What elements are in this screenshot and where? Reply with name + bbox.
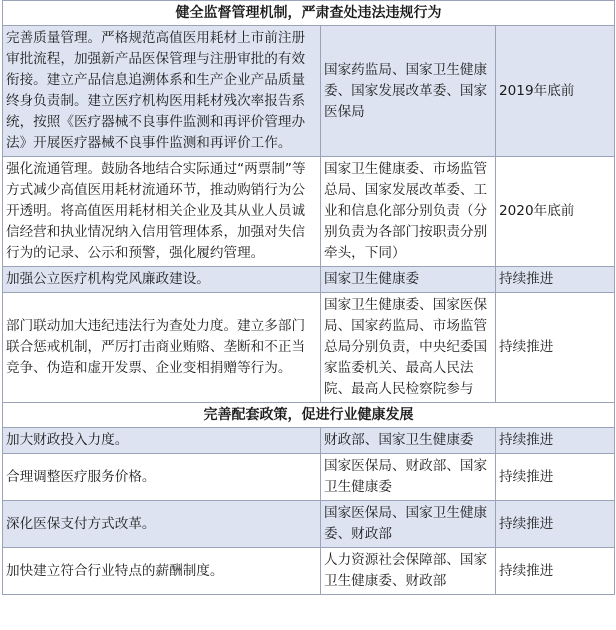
table-row: [3, 157, 615, 267]
measure-cell: 加强公立医疗机构党风廉政建设。: [3, 267, 321, 293]
table-row: [3, 267, 615, 293]
deadline-cell: 持续推进: [496, 501, 615, 548]
measure-cell: 完善质量管理。严格规范高值医用耗材上市前注册审批流程，加强新产品医保管理与注册审批的有效衔接。建立产品信息追溯体系和生产企业产品质量终身负责制。建立医疗机构医用耗材残次率报告系统，按照《医疗器械不良事件监测和再评价管理办法》开展医疗器械不良事件监测和再评价工作。: [3, 26, 321, 157]
deadline-cell: 持续推进: [496, 428, 615, 454]
department-cell: 国家卫生健康委、国家医保局、国家药监局、市场监管总局分别负责，中央纪委国家监委机关、最高人民法院、最高人民检察院参与: [321, 293, 496, 403]
table-row: [3, 26, 615, 157]
deadline-cell: 2020年底前: [496, 157, 615, 267]
table-row: [3, 548, 615, 595]
measure-cell: 强化流通管理。鼓励各地结合实际通过“两票制”等方式减少高值医用耗材流通环节，推动购销行为公开透明。将高值医用耗材相关企业及其从业人员诚信经营和执业情况纳入信用管理体系，加强对失信行为的记录、公示和预警，强化履约管理。: [3, 157, 321, 267]
table-row: [3, 293, 615, 403]
table-row: [3, 501, 615, 548]
department-cell: 人力资源社会保障部、国家卫生健康委、财政部: [321, 548, 496, 595]
table-row: [3, 454, 615, 501]
department-cell: 财政部、国家卫生健康委: [321, 428, 496, 454]
department-cell: 国家卫生健康委: [321, 267, 496, 293]
deadline-cell: 持续推进: [496, 548, 615, 595]
department-cell: 国家医保局、国家卫生健康委、财政部: [321, 501, 496, 548]
policy-table: [2, 0, 615, 595]
section-header-row: [3, 403, 615, 428]
section-header-row: [3, 1, 615, 26]
deadline-cell: 持续推进: [496, 454, 615, 501]
measure-cell: 加大财政投入力度。: [3, 428, 321, 454]
section-title: 完善配套政策，促进行业健康发展: [3, 403, 615, 428]
deadline-cell: 2019年底前: [496, 26, 615, 157]
measure-cell: 加快建立符合行业特点的薪酬制度。: [3, 548, 321, 595]
deadline-cell: 持续推进: [496, 267, 615, 293]
measure-cell: 部门联动加大违纪违法行为查处力度。建立多部门联合惩戒机制，严厉打击商业贿赂、垄断和不正当竞争、伪造和虚开发票、企业变相捐赠等行为。: [3, 293, 321, 403]
deadline-cell: 持续推进: [496, 293, 615, 403]
table-row: [3, 428, 615, 454]
measure-cell: 深化医保支付方式改革。: [3, 501, 321, 548]
measure-cell: 合理调整医疗服务价格。: [3, 454, 321, 501]
department-cell: 国家医保局、财政部、国家卫生健康委: [321, 454, 496, 501]
department-cell: 国家卫生健康委、市场监管总局、国家发展改革委、工业和信息化部分别负责（分别负责为各部门按职责分别牵头，下同）: [321, 157, 496, 267]
department-cell: 国家药监局、国家卫生健康委、国家发展改革委、国家医保局: [321, 26, 496, 157]
section-title: 健全监督管理机制，严肃查处违法违规行为: [3, 1, 615, 26]
